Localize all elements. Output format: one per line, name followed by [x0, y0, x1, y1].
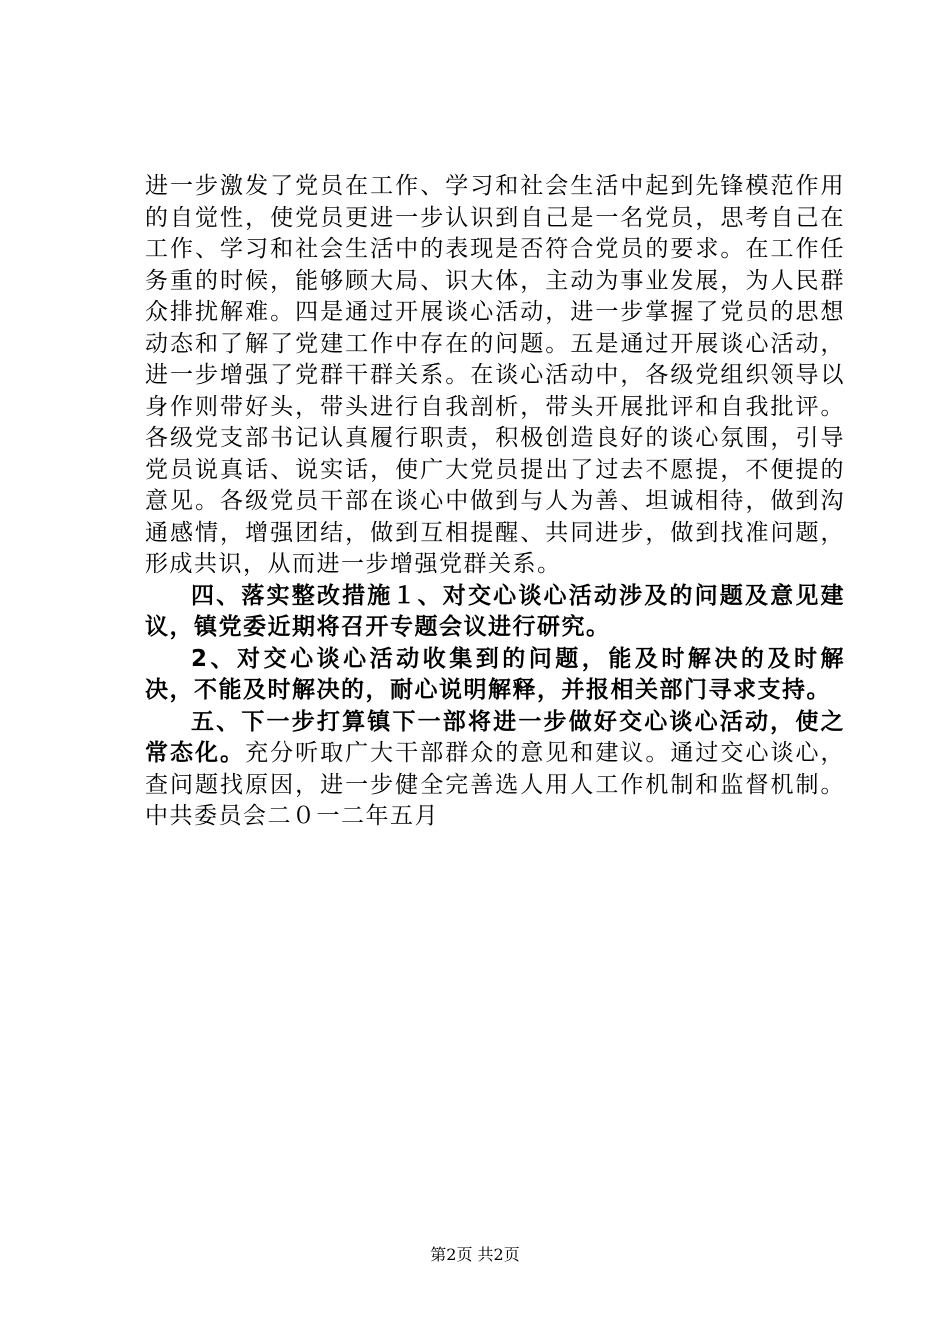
page-number-footer: 第2页 共2页	[430, 1245, 520, 1264]
next-steps-body: 充分听取广大干部群众的意见和建议。通过交心谈心，查问题找原因，进一步健全完善选人用人工作机制和监督机制。中共委员会二０一二年五月	[145, 740, 846, 829]
document-body	[145, 171, 845, 833]
next-steps-heading: 五、下一步打算镇下一部将进一步做好交心谈心活动，使之常态化。	[145, 708, 845, 766]
paragraph-problem-resolution: 2、对交心谈心活动收集到的问题，能及时解决的及时解决，不能及时解决的，耐心说明解释，并报相关部门寻求支持。	[145, 645, 845, 703]
paragraph-next-steps	[145, 707, 845, 833]
paragraph-party-relations: 进一步激发了党员在工作、学习和社会生活中起到先锋模范作用的自觉性，使党员更进一步认识到自己是一名党员，思考自己在工作、学习和社会生活中的表现是否符合党员的要求。在工作任务重的时候，能够顾大局、识大体，主动为事业发展，为人民群众排扰解难。四是通过开展谈心活动，进一步掌握了党员的思想动态和了解了党建工作中存在的问题。五是通过开展谈心活动，进一步增强了党群干群关系。在谈心活动中，各级党组织领导以身作则带好头，带头进行自我剖析，带头开展批评和自我批评。各级党支部书记认真履行职责，积极创造良好的谈心氛围，引导党员说真话、说实话，使广大党员提出了过去不愿提，不便提的意见。各级党员干部在谈心中做到与人为善、坦诚相待，做到沟通感情，增强团结，做到互相提醒、共同进步，做到找准问题，形成共识，从而进一步增强党群关系。	[145, 173, 845, 577]
paragraph-rectification-measures: 四、落实整改措施１、对交心谈心活动涉及的问题及意见建议，镇党委近期将召开专题会议进行研究。	[145, 582, 845, 640]
